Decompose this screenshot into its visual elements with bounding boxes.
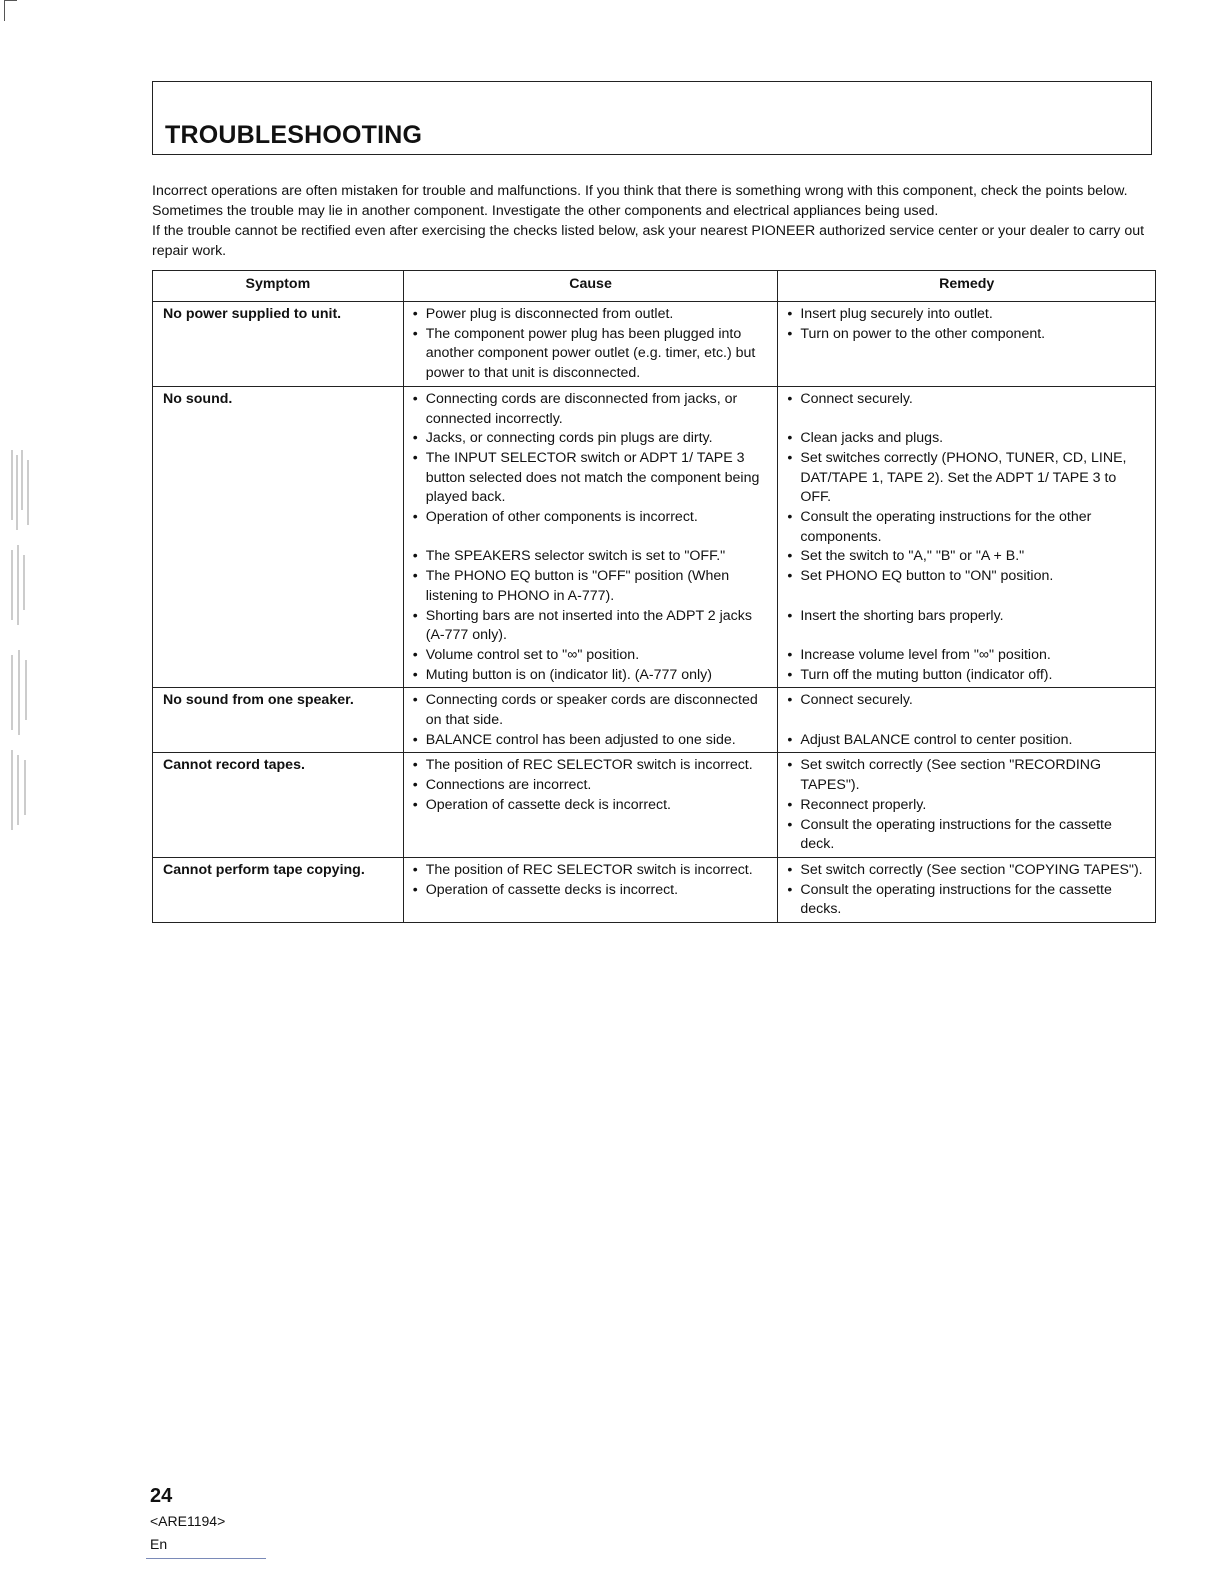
page-title: TROUBLESHOOTING [165, 121, 423, 149]
cause-item: • Power plug is disconnected from outlet. [412, 305, 770, 325]
remedy-item: • Increase volume level from "∞" position. [786, 646, 1147, 666]
cause-item: • The PHONO EQ button is "OFF" position (When listening to PHONO in A-777). [412, 567, 770, 606]
table-row [153, 753, 1156, 858]
cause-header: Cause [403, 271, 778, 302]
scan-artifact [8, 450, 68, 830]
cause-item: • Connections are incorrect. [412, 776, 770, 796]
document-code: <ARE1194> [150, 1513, 226, 1529]
remedy-item: • Turn off the muting button (indicator off). [786, 666, 1147, 686]
cause-item: • Connecting cords or speaker cords are disconnected on that side. [412, 691, 770, 730]
symptom-cell: No sound from one speaker. [153, 688, 404, 753]
symptom-cell: No power supplied to unit. [153, 302, 404, 387]
title-box [152, 81, 1152, 155]
cause-item: • Operation of cassette deck is incorrect. [412, 796, 770, 816]
table-row [153, 302, 1156, 387]
remedy-item: • Consult the operating instructions for the cassette decks. [786, 881, 1147, 920]
page-number: 24 [150, 1485, 173, 1507]
cause-item: • BALANCE control has been adjusted to one side. [412, 731, 770, 751]
table-row [153, 688, 1156, 753]
intro-paragraph: Incorrect operations are often mistaken for trouble and malfunctions. If you think that there is something wrong with this component, check the points below. Sometimes the trouble may lie in another component. Investigate the other components and electrical appliances being used. [152, 183, 1128, 219]
cause-item: • The position of REC SELECTOR switch is incorrect. [412, 861, 770, 881]
remedy-cell [778, 753, 1156, 858]
footer-rule [146, 1558, 266, 1559]
remedy-header: Remedy [778, 271, 1156, 302]
cause-item: • The component power plug has been plugged into another component power outlet (e.g. timer, etc.) but power to that unit is disconnected. [412, 325, 770, 384]
remedy-item: • Reconnect properly. [786, 796, 1147, 816]
cause-item: • Operation of cassette decks is incorrect. [412, 881, 770, 901]
cause-item: • The INPUT SELECTOR switch or ADPT 1/ TAPE 3 button selected does not match the component being played back. [412, 449, 770, 508]
remedy-item: • Clean jacks and plugs. [786, 429, 1147, 449]
cause-item: • Jacks, or connecting cords pin plugs are dirty. [412, 429, 770, 449]
cause-item: • Operation of other components is incorrect. [412, 508, 770, 528]
remedy-cell [778, 386, 1156, 688]
symptom-header: Symptom [153, 271, 404, 302]
table-row [153, 386, 1156, 688]
table-header-row [153, 271, 1156, 302]
cause-item: • The SPEAKERS selector switch is set to "OFF." [412, 547, 770, 567]
intro-paragraph: If the trouble cannot be rectified even after exercising the checks listed below, ask your nearest PIONEER authorized service center or your dealer to carry out repair work. [152, 223, 1145, 259]
remedy-cell [778, 857, 1156, 922]
symptom-cell: No sound. [153, 386, 404, 688]
remedy-item: • Connect securely. [786, 691, 1147, 711]
cause-item: • The position of REC SELECTOR switch is incorrect. [412, 756, 770, 776]
intro-text [152, 181, 1156, 261]
cause-item: • Volume control set to "∞" position. [412, 646, 770, 666]
remedy-item: • Adjust BALANCE control to center position. [786, 731, 1147, 751]
cause-item: • Shorting bars are not inserted into the ADPT 2 jacks (A-777 only). [412, 607, 770, 646]
cause-cell [403, 753, 778, 858]
cause-item: • Muting button is on (indicator lit). (A-777 only) [412, 666, 770, 686]
cause-cell [403, 386, 778, 688]
language-code: En [150, 1536, 168, 1552]
remedy-item: • Set switch correctly (See section "RECORDING TAPES"). [786, 756, 1147, 795]
table-row [153, 857, 1156, 922]
remedy-item: • Insert plug securely into outlet. [786, 305, 1147, 325]
troubleshooting-table [152, 270, 1156, 923]
remedy-item: • Set switch correctly (See section "COPYING TAPES"). [786, 861, 1147, 881]
remedy-item: • Consult the operating instructions for the other components. [786, 508, 1147, 547]
remedy-item: • Set switches correctly (PHONO, TUNER, CD, LINE, DAT/TAPE 1, TAPE 2). Set the ADPT 1/ TAPE 3 to OFF. [786, 449, 1147, 508]
remedy-item: • Insert the shorting bars properly. [786, 607, 1147, 627]
remedy-item: • Set the switch to "A," "B" or "A + B." [786, 547, 1147, 567]
remedy-item: • Set PHONO EQ button to "ON" position. [786, 567, 1147, 587]
remedy-item: • Consult the operating instructions for the cassette deck. [786, 816, 1147, 855]
remedy-cell [778, 688, 1156, 753]
cause-cell [403, 857, 778, 922]
remedy-cell [778, 302, 1156, 387]
cause-cell [403, 688, 778, 753]
remedy-item: • Connect securely. [786, 390, 1147, 410]
cause-cell [403, 302, 778, 387]
cause-item: • Connecting cords are disconnected from jacks, or connected incorrectly. [412, 390, 770, 429]
symptom-cell: Cannot record tapes. [153, 753, 404, 858]
remedy-item: • Turn on power to the other component. [786, 325, 1147, 345]
symptom-cell: Cannot perform tape copying. [153, 857, 404, 922]
crop-mark [4, 0, 17, 21]
